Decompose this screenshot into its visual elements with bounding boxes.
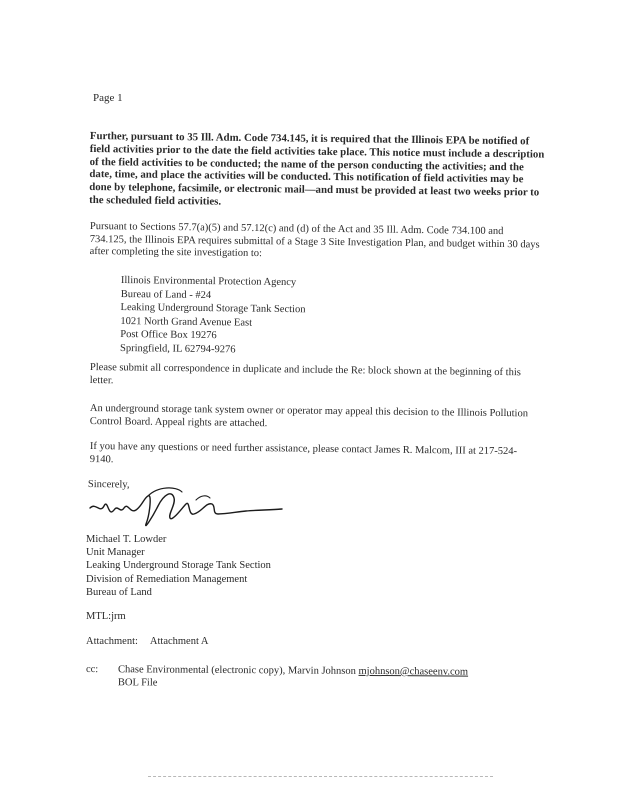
- salutation: Sincerely,: [87, 479, 130, 491]
- cc-recipient-text: Chase Environmental (electronic copy), Marvin Johnson: [117, 664, 359, 677]
- signer-bureau: Bureau of Land: [86, 586, 152, 598]
- signer-division: Division of Remediation Management: [86, 573, 248, 585]
- address-line: Illinois Environmental Protection Agency: [120, 274, 297, 289]
- address-line: 1021 North Grand Avenue East: [120, 315, 253, 329]
- address-line: Springfield, IL 62794-9276: [120, 342, 236, 356]
- paragraph-submittal-requirement: Pursuant to Sections 57.7(a)(5) and 57.12(c) and (d) of the Act and 35 Ill. Adm. Code 734.100 and 734.125, the Illinois EPA requires submittal of a Stage 3 Site Investigation Plan, and budget within 30 days after completing the site investigation to:: [89, 221, 540, 260]
- footer-divider: [148, 776, 493, 777]
- cc-email-link[interactable]: mjohnson@chaseenv.com: [358, 665, 469, 678]
- signer-block: [86, 533, 271, 599]
- address-line: Leaking Underground Storage Tank Section: [120, 302, 306, 316]
- field-activity-notice: Further, pursuant to 35 Ill. Adm. Code 734.145, it is required that the Illinois EPA be notified of field activities prior to the date the field activities take place. This notice must include a description of the field activities to be conducted; the name of the person conducting the activities; and the date, time, and place the activities will be conducted. This notification of field activities may be done by telephone, facsimile, or electronic mail—and must be provided at least two weeks prior to the scheduled field activities.: [89, 130, 545, 208]
- cc-recipient-line: BOL File: [117, 676, 158, 689]
- cc-recipient-line: [118, 664, 468, 679]
- cc-recipients: [118, 664, 468, 692]
- mailing-address: [120, 274, 306, 358]
- paragraph-appeal-rights: An underground storage tank system owner or operator may appeal this decision to the Illinois Pollution Control Board. Appeal rights are attached.: [89, 403, 529, 429]
- signer-name: Michael T. Lowder: [86, 534, 167, 545]
- attachment-line: [86, 636, 209, 647]
- address-line: Bureau of Land - #24: [120, 288, 212, 301]
- signer-section: Leaking Underground Storage Tank Section: [86, 560, 271, 572]
- typist-initials: MTL:jrm: [86, 611, 126, 622]
- attachment-label: Attachment:: [86, 636, 138, 647]
- address-line: Post Office Box 19276: [120, 329, 217, 342]
- page-number: Page 1: [93, 92, 123, 104]
- paragraph-correspondence: Please submit all correspondence in duplicate and include the Re: block shown at the beginning of this letter.: [89, 362, 521, 386]
- signer-title: Unit Manager: [86, 547, 145, 559]
- paragraph-contact: If you have any questions or need further assistance, please contact James R. Malcom, III at 217-524-9140.: [89, 441, 518, 465]
- attachment-value: Attachment A: [149, 636, 209, 647]
- handwritten-signature: [86, 484, 286, 534]
- cc-label: cc:: [85, 664, 99, 676]
